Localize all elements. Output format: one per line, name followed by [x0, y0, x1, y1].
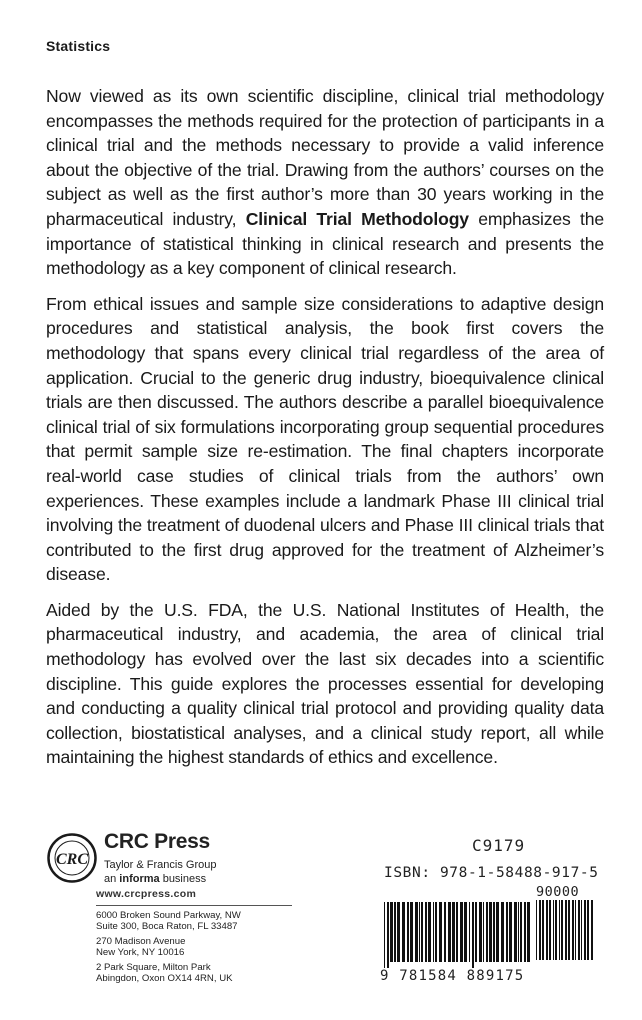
barcode-bar: [509, 902, 512, 962]
back-cover-blurb: [46, 84, 604, 781]
barcode-block: [380, 836, 602, 996]
barcode-bar: [506, 902, 508, 962]
isbn-number: ISBN: 978-1-58488-917-5: [384, 865, 599, 881]
barcode-bar: [514, 902, 517, 962]
barcode-bar: [568, 900, 570, 960]
business-brand: informa: [119, 873, 160, 885]
barcode-bar: [575, 900, 576, 960]
barcode-bar: [464, 902, 467, 962]
barcode-bar: [546, 900, 548, 960]
addon-barcode-icon: [536, 900, 596, 966]
barcode-bar: [397, 902, 400, 962]
barcode-bar: [555, 900, 557, 960]
barcode-bar: [472, 902, 474, 968]
barcode-bar: [415, 902, 418, 962]
barcode-bar: [591, 900, 593, 960]
barcode-bar: [549, 900, 551, 960]
barcode-bar: [433, 902, 434, 962]
barcode-bar: [536, 900, 537, 960]
blurb-p1-text-end: emphasizes the importance of statistical thinking in clinical research and presents the methodology as a key component of clinical research.: [46, 208, 604, 279]
barcode-bar: [475, 902, 477, 962]
address-line: 6000 Broken Sound Parkway, NW: [96, 910, 241, 921]
publisher-group: Taylor & Francis Group: [104, 859, 217, 871]
ean-digits: 9 781584 889175: [380, 968, 525, 984]
blurb-paragraph-2: From ethical issues and sample size considerations to adaptive design procedures and statistical analysis, the book first covers the methodology that spans every clinical trial regardless of the area of application. Crucial to the generic drug industry, bioequivalence clinical trials are then discussed. The authors describe a parallel bioequivalence clinical trial of six formulations incorporating group sequential procedures that permit sample size re-estimation. The final chapters incorporate real-world case studies of clinical trials from the authors’ own experiences. These examples include a landmark Phase III clinical trial involving the treatment of duodenal ulcers and Phase III clinical trials that contributed to the first drug approved for the treatment of Alzheimer’s disease.: [46, 293, 604, 585]
category-label: Statistics: [46, 38, 111, 54]
product-code: C9179: [472, 836, 526, 855]
barcode-bar: [421, 902, 423, 962]
business-prefix: an: [104, 873, 120, 885]
barcode-bar: [539, 900, 541, 960]
barcode-bar: [428, 902, 431, 962]
publisher-block: [46, 830, 306, 990]
barcode-bar: [390, 902, 393, 962]
address-line: 2 Park Square, Milton Park: [96, 962, 211, 973]
barcode-bar: [486, 902, 488, 962]
crc-logo-lettering: CRC: [55, 851, 89, 868]
publisher-name: CRC Press: [104, 830, 210, 853]
barcode-bar: [587, 900, 589, 960]
address-line: 270 Madison Avenue: [96, 936, 186, 947]
blurb-paragraph-3: Aided by the U.S. FDA, the U.S. National Institutes of Health, the pharmaceutical industry, and academia, the area of clinical trial methodology has evolved over the last six decades into a scientific discipline. This guide explores the processes essential for developing and conducting a quality clinical trial protocol and providing quality data collection, biostatistical analyses, and a clinical study report, all while maintaining the highest standards of ethics and excellence.: [46, 599, 604, 768]
barcode-bar: [518, 902, 519, 962]
barcode-bar: [581, 900, 582, 960]
barcode-bar: [419, 902, 420, 962]
ean-barcode-icon: [384, 902, 530, 968]
book-title-emphasis: Clinical Trial Methodology: [245, 208, 469, 229]
barcode-bar: [410, 902, 413, 962]
barcode-bar: [565, 900, 567, 960]
barcode-bar: [469, 902, 470, 962]
barcode-bar: [435, 902, 437, 962]
barcode-bar: [520, 902, 522, 962]
address-boca-raton: [96, 910, 241, 932]
barcode-bar: [584, 900, 586, 960]
publisher-url: www.crcpress.com: [96, 888, 197, 900]
barcode-bar: [394, 902, 396, 962]
barcode-bar: [384, 902, 385, 968]
barcode-bar: [493, 902, 495, 962]
barcode-bar: [483, 902, 484, 962]
barcode-bar: [572, 900, 574, 960]
address-line: Abingdon, Oxon OX14 4RN, UK: [96, 973, 233, 984]
address-line: New York, NY 10016: [96, 947, 185, 958]
blurb-paragraph-1: [46, 84, 604, 281]
barcode-bar: [439, 902, 442, 962]
barcode-bar: [460, 902, 463, 962]
barcode-bar: [559, 900, 560, 960]
address-new-york: [96, 936, 185, 958]
barcode-bar: [452, 902, 455, 962]
price-code: 90000: [536, 884, 580, 900]
barcode-bar: [578, 900, 580, 960]
barcode-bar: [489, 902, 492, 962]
business-suffix: business: [159, 873, 207, 885]
barcode-bar: [524, 902, 526, 962]
barcode-bar: [402, 902, 405, 962]
address-line: Suite 300, Boca Raton, FL 33487: [96, 921, 238, 932]
publisher-divider: [96, 905, 292, 906]
crc-logo-icon: [46, 832, 98, 884]
barcode-bar: [387, 902, 389, 968]
barcode-bar: [561, 900, 563, 960]
address-abingdon: [96, 962, 233, 984]
barcode-bar: [479, 902, 482, 962]
barcode-bar: [425, 902, 427, 962]
barcode-bar: [553, 900, 554, 960]
barcode-bar: [496, 902, 499, 962]
barcode-bar: [527, 902, 530, 962]
blurb-p1-text-start: Now viewed as its own scientific discipline, clinical trial methodology encompasses the methods required for the protection of participants in a clinical trial and the methods necessary to provide a valid inference about the objective of the trial. Drawing from the authors’ courses on the subject as well as the first author’s more than 30 years working in the pharmaceutical industry,: [46, 86, 604, 229]
barcode-bar: [407, 902, 409, 962]
barcode-bar: [448, 902, 451, 962]
barcode-bar: [444, 902, 446, 962]
barcode-bar: [542, 900, 544, 960]
publisher-business: [104, 873, 206, 885]
barcode-bar: [456, 902, 458, 962]
barcode-bar: [501, 902, 504, 962]
